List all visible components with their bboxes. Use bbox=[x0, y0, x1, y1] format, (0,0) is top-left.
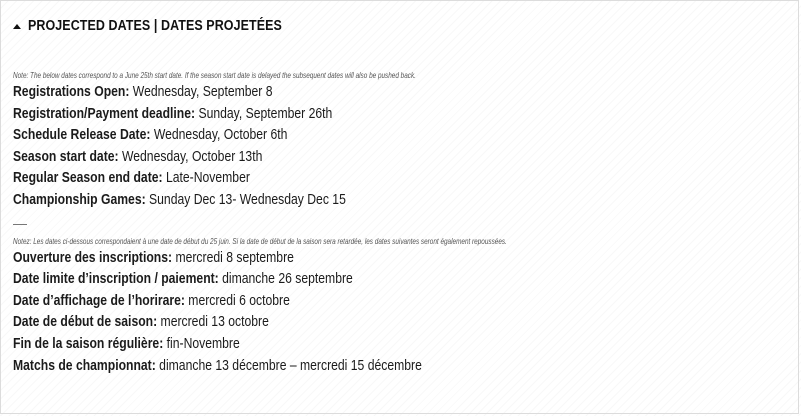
french-row-ouverture-inscriptions bbox=[13, 248, 668, 270]
row-label: Regular Season end date: bbox=[13, 170, 163, 187]
french-note: Notez: Les dates ci-dessous correspondaient à une date de début du 25 juin. Si la date de début de la saison sera retardée, les dates suivantes seront également repoussées. bbox=[13, 236, 507, 246]
english-note: Note: The below dates correspond to a June 25th start date. If the season start date is delayed the subsequent dates will also be pushed back. bbox=[13, 71, 416, 80]
projected-dates-accordion-toggle[interactable] bbox=[13, 18, 323, 34]
caret-up-icon bbox=[13, 24, 21, 29]
row-label: Date de début de saison: bbox=[13, 314, 158, 331]
english-row-registrations-open bbox=[13, 82, 668, 104]
row-value: Wednesday, October 13th bbox=[118, 148, 263, 165]
french-row-fin-saison bbox=[13, 334, 668, 356]
row-value: Wednesday, September 8 bbox=[129, 84, 273, 100]
row-label: Matchs de championnat: bbox=[13, 357, 156, 374]
dates-content bbox=[13, 69, 793, 377]
row-label: Date limite d’inscription / paiement: bbox=[13, 271, 219, 288]
french-row-date-affichage bbox=[13, 291, 668, 313]
row-label: Registrations Open bbox=[13, 84, 126, 100]
row-value: Wednesday, October 6th bbox=[150, 127, 288, 144]
row-value: mercredi 6 octobre bbox=[184, 292, 290, 309]
french-row-matchs-championnat bbox=[13, 356, 668, 378]
section-divider bbox=[13, 224, 27, 225]
english-row-payment-deadline bbox=[13, 104, 668, 126]
row-label-colon: : bbox=[125, 84, 130, 100]
row-value: Sunday, September 26th bbox=[195, 105, 333, 122]
row-value: fin-Novembre bbox=[163, 335, 240, 352]
row-label: Schedule Release Date: bbox=[13, 127, 151, 144]
row-label: Registration/Payment deadline: bbox=[13, 105, 196, 122]
french-row-date-limite bbox=[13, 269, 668, 291]
french-row-debut-saison bbox=[13, 312, 668, 334]
row-value: Late-November bbox=[162, 170, 250, 187]
row-value: mercredi 13 octobre bbox=[157, 314, 269, 331]
english-row-championship-games bbox=[13, 190, 668, 212]
row-label: Ouverture des inscriptions: bbox=[13, 249, 173, 266]
row-label: Championship Games: bbox=[13, 191, 146, 208]
english-row-regular-season-end bbox=[13, 168, 668, 190]
row-value: Sunday Dec 13- Wednesday Dec 15 bbox=[145, 191, 346, 208]
row-value: dimanche 13 décembre – mercredi 15 décembre bbox=[155, 357, 422, 374]
row-value: dimanche 26 septembre bbox=[218, 271, 353, 288]
row-label: Season start date: bbox=[13, 148, 119, 165]
section-title: PROJECTED DATES | DATES PROJETÉES bbox=[28, 18, 282, 34]
row-value: mercredi 8 septembre bbox=[172, 249, 294, 266]
english-row-schedule-release bbox=[13, 125, 668, 147]
english-row-season-start bbox=[13, 147, 668, 169]
row-label: Fin de la saison régulière: bbox=[13, 335, 164, 352]
row-label: Date d’affichage de l’horirare: bbox=[13, 292, 185, 309]
